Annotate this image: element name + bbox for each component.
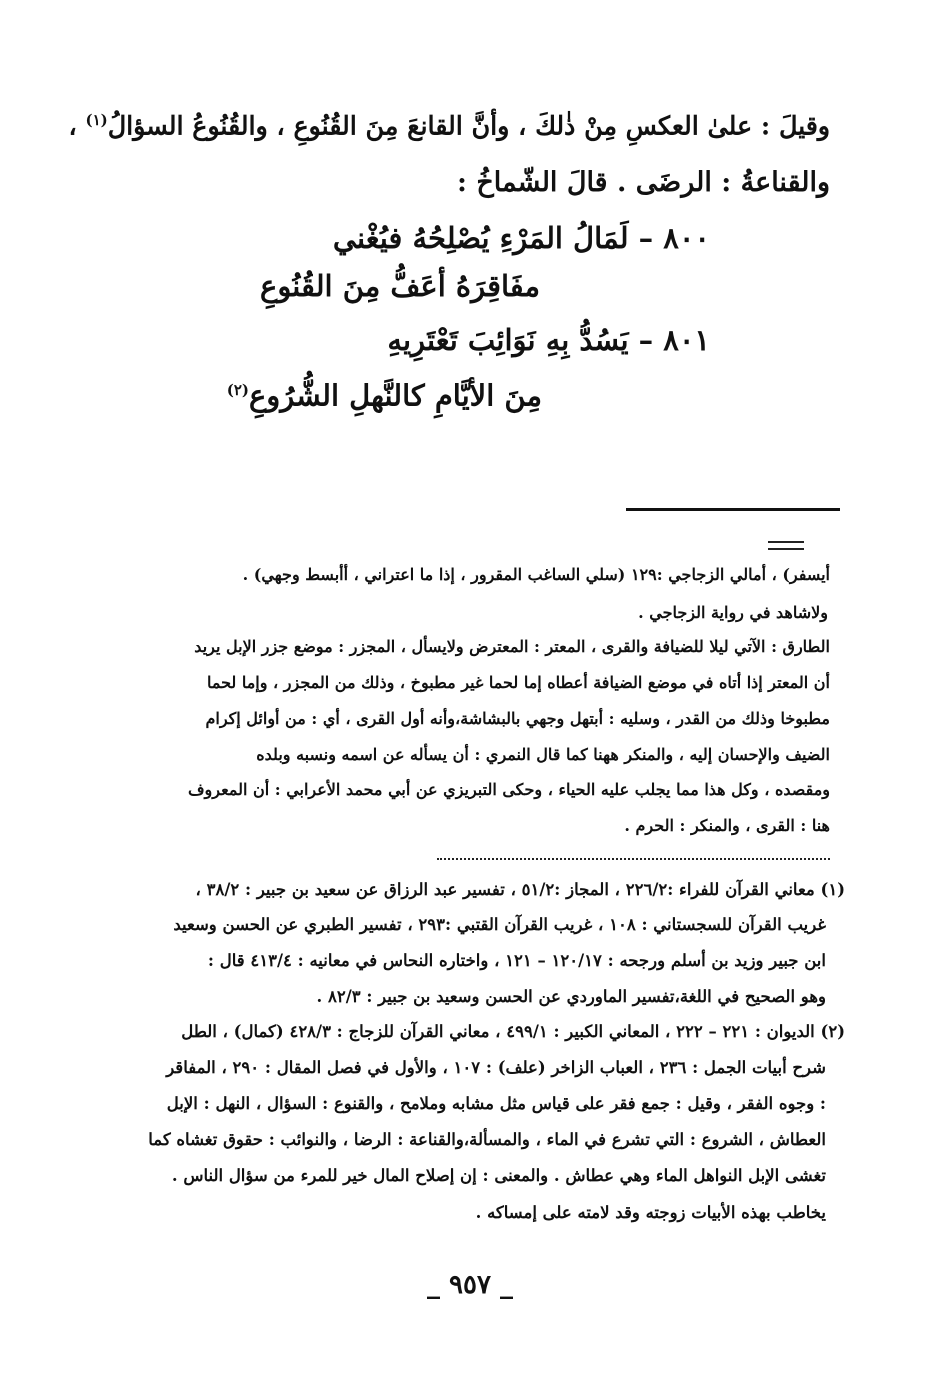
verse-801-second-hemistich [227, 368, 542, 418]
footnote-1-line-3: ابن جبير وزيد بن أسلم ورجحه : ١٢٠/١٧ – ١٢١ ، واختاره النحاس في معانيه : ٤١٣/٤ قال : [207, 951, 826, 970]
footnote-2-line-3: : وجوه الفقر ، وقيل : جمع فقر على قياس مثل مشابه وملامح ، والقنوع : السؤال ، النهل : الإبل [166, 1094, 826, 1113]
verse-801-first-hemistich: ٨٠١ – يَسُدُّ بِهِ نَوَائِبَ تَعْتَرِيهِ [387, 323, 710, 357]
prior-note-line-2: ولاشاهد في رواية الزجاجي . [638, 603, 828, 622]
footnote-2-line-6: يخاطب بهذه الأبيات زوجته وقد لامته على إمساكه . [475, 1203, 826, 1222]
footnote-1-line-4: وهو الصحيح في اللغة،تفسير الماوردي عن الحسن وسعيد بن جبير : ٨٢/٣ . [316, 987, 826, 1006]
prior-note-line-4: أن المعتر إذا أتاه في موضع الضيافة أعطاه إما لحما غير مطبوخ ، وذلك من المجزر ، وإما لحما [206, 673, 830, 692]
prior-note-line-6: الضيف والإحسان إليه ، والمنكر ههنا كما قال النمري : أن يسأله عن اسمه ونسبه وبلده [256, 745, 830, 764]
prior-note-line-5: مطبوخا وذلك من القدر ، وسليه : أبتهل وجهي بالبشاشة،وأنه أول القرى ، أي : من أوائل إكرام [205, 709, 830, 728]
footnote-2-line-5: تغشى الإبل النواهل الماء وهي عطاش . والمعنى : إن إصلاح المال خير للمرء من سؤال الناس . [171, 1166, 826, 1185]
verse-801-second-text: مِنَ الأيَّامِ كالنَّهلِ الشُّرُوعِ [249, 378, 542, 413]
prior-note-line-3: الطارق : الآتي ليلا للضيافة والقرى ، المعتر : المعترض ولايسأل ، المجزر : موضع جزر الإبل يريد [194, 637, 830, 656]
continued-note-marker [768, 541, 804, 550]
footnote-ref-2: (٢) [226, 381, 249, 399]
prior-note-line-1: أيسفر) ، أمالي الزجاجي :١٢٩ (سلي الساغب المقرور ، إذا ما اعتراني ، أأبسط وجهي) . [242, 565, 830, 584]
main-text-line-1 [69, 100, 830, 145]
footnote-1-line-1: (١) معاني القرآن للفراء :٢٢٦/٢ ، المجاز :٥١/٢ ، تفسير عبد الرزاق عن سعيد بن جبير : ٣٨/٢ ، [195, 880, 845, 899]
main-text-line-1-tail: ، [68, 110, 77, 141]
footnote-1-line-2: غريب القرآن للسجستاني : ١٠٨ ، غريب القرآن القتبي :٢٩٣ ، تفسير الطبري عن الحسن وسعيد [173, 915, 826, 934]
footnote-dotted-separator [437, 858, 830, 860]
page-number: _ ٩٥٧ _ [426, 1270, 514, 1300]
prior-note-line-8: هنا : القرى ، والمنكر : الحرم . [624, 816, 830, 835]
footnote-ref-1: (١) [85, 111, 108, 129]
verse-800-second-hemistich: مفَاقِرَهُ أعَفُّ مِنَ القُنُوعِ [260, 269, 540, 303]
verse-800-first-hemistich: ٨٠٠ – لَمَالُ المَرْءِ يُصْلِحُهُ فيُغْني [332, 221, 710, 255]
prior-note-line-7: ومقصده ، وكل هذا مما يجلب عليه الحياء ، وحكى التبريزي عن أبي محمد الأعرابي : أن المعروف [187, 780, 830, 799]
footnote-2-line-1: (٢) الديوان : ٢٢١ – ٢٢٢ ، المعاني الكبير : ٤٩٩/١ ، معاني القرآن للزجاج : ٤٢٨/٣ (كمال) ، الطل [181, 1022, 845, 1041]
footnote-separator [626, 508, 840, 511]
footnote-2-line-4: العطاش ، الشروع : التي تشرع في الماء ، والمسألة،والقناعة : الرضا ، والنوائب : حقوق تغشاه كما [148, 1130, 826, 1149]
footnote-2-line-2: شرح أبيات الجمل : ٢٣٦ ، العباب الزاخر (علف) : ١٠٧ ، والأول في فصل المقال : ٢٩٠ ، المفاقر [166, 1058, 826, 1077]
main-text-line-1-text: وقيلَ : علىٰ العكسِ مِنْ ذٰلكَ ، وأنَّ القانعَ مِنَ القُنُوعِ ، والقُنُوعُ السؤالُ [107, 110, 830, 141]
main-text-line-2: والقناعةُ : الرضَى . قالَ الشّماخُ : [456, 167, 830, 198]
